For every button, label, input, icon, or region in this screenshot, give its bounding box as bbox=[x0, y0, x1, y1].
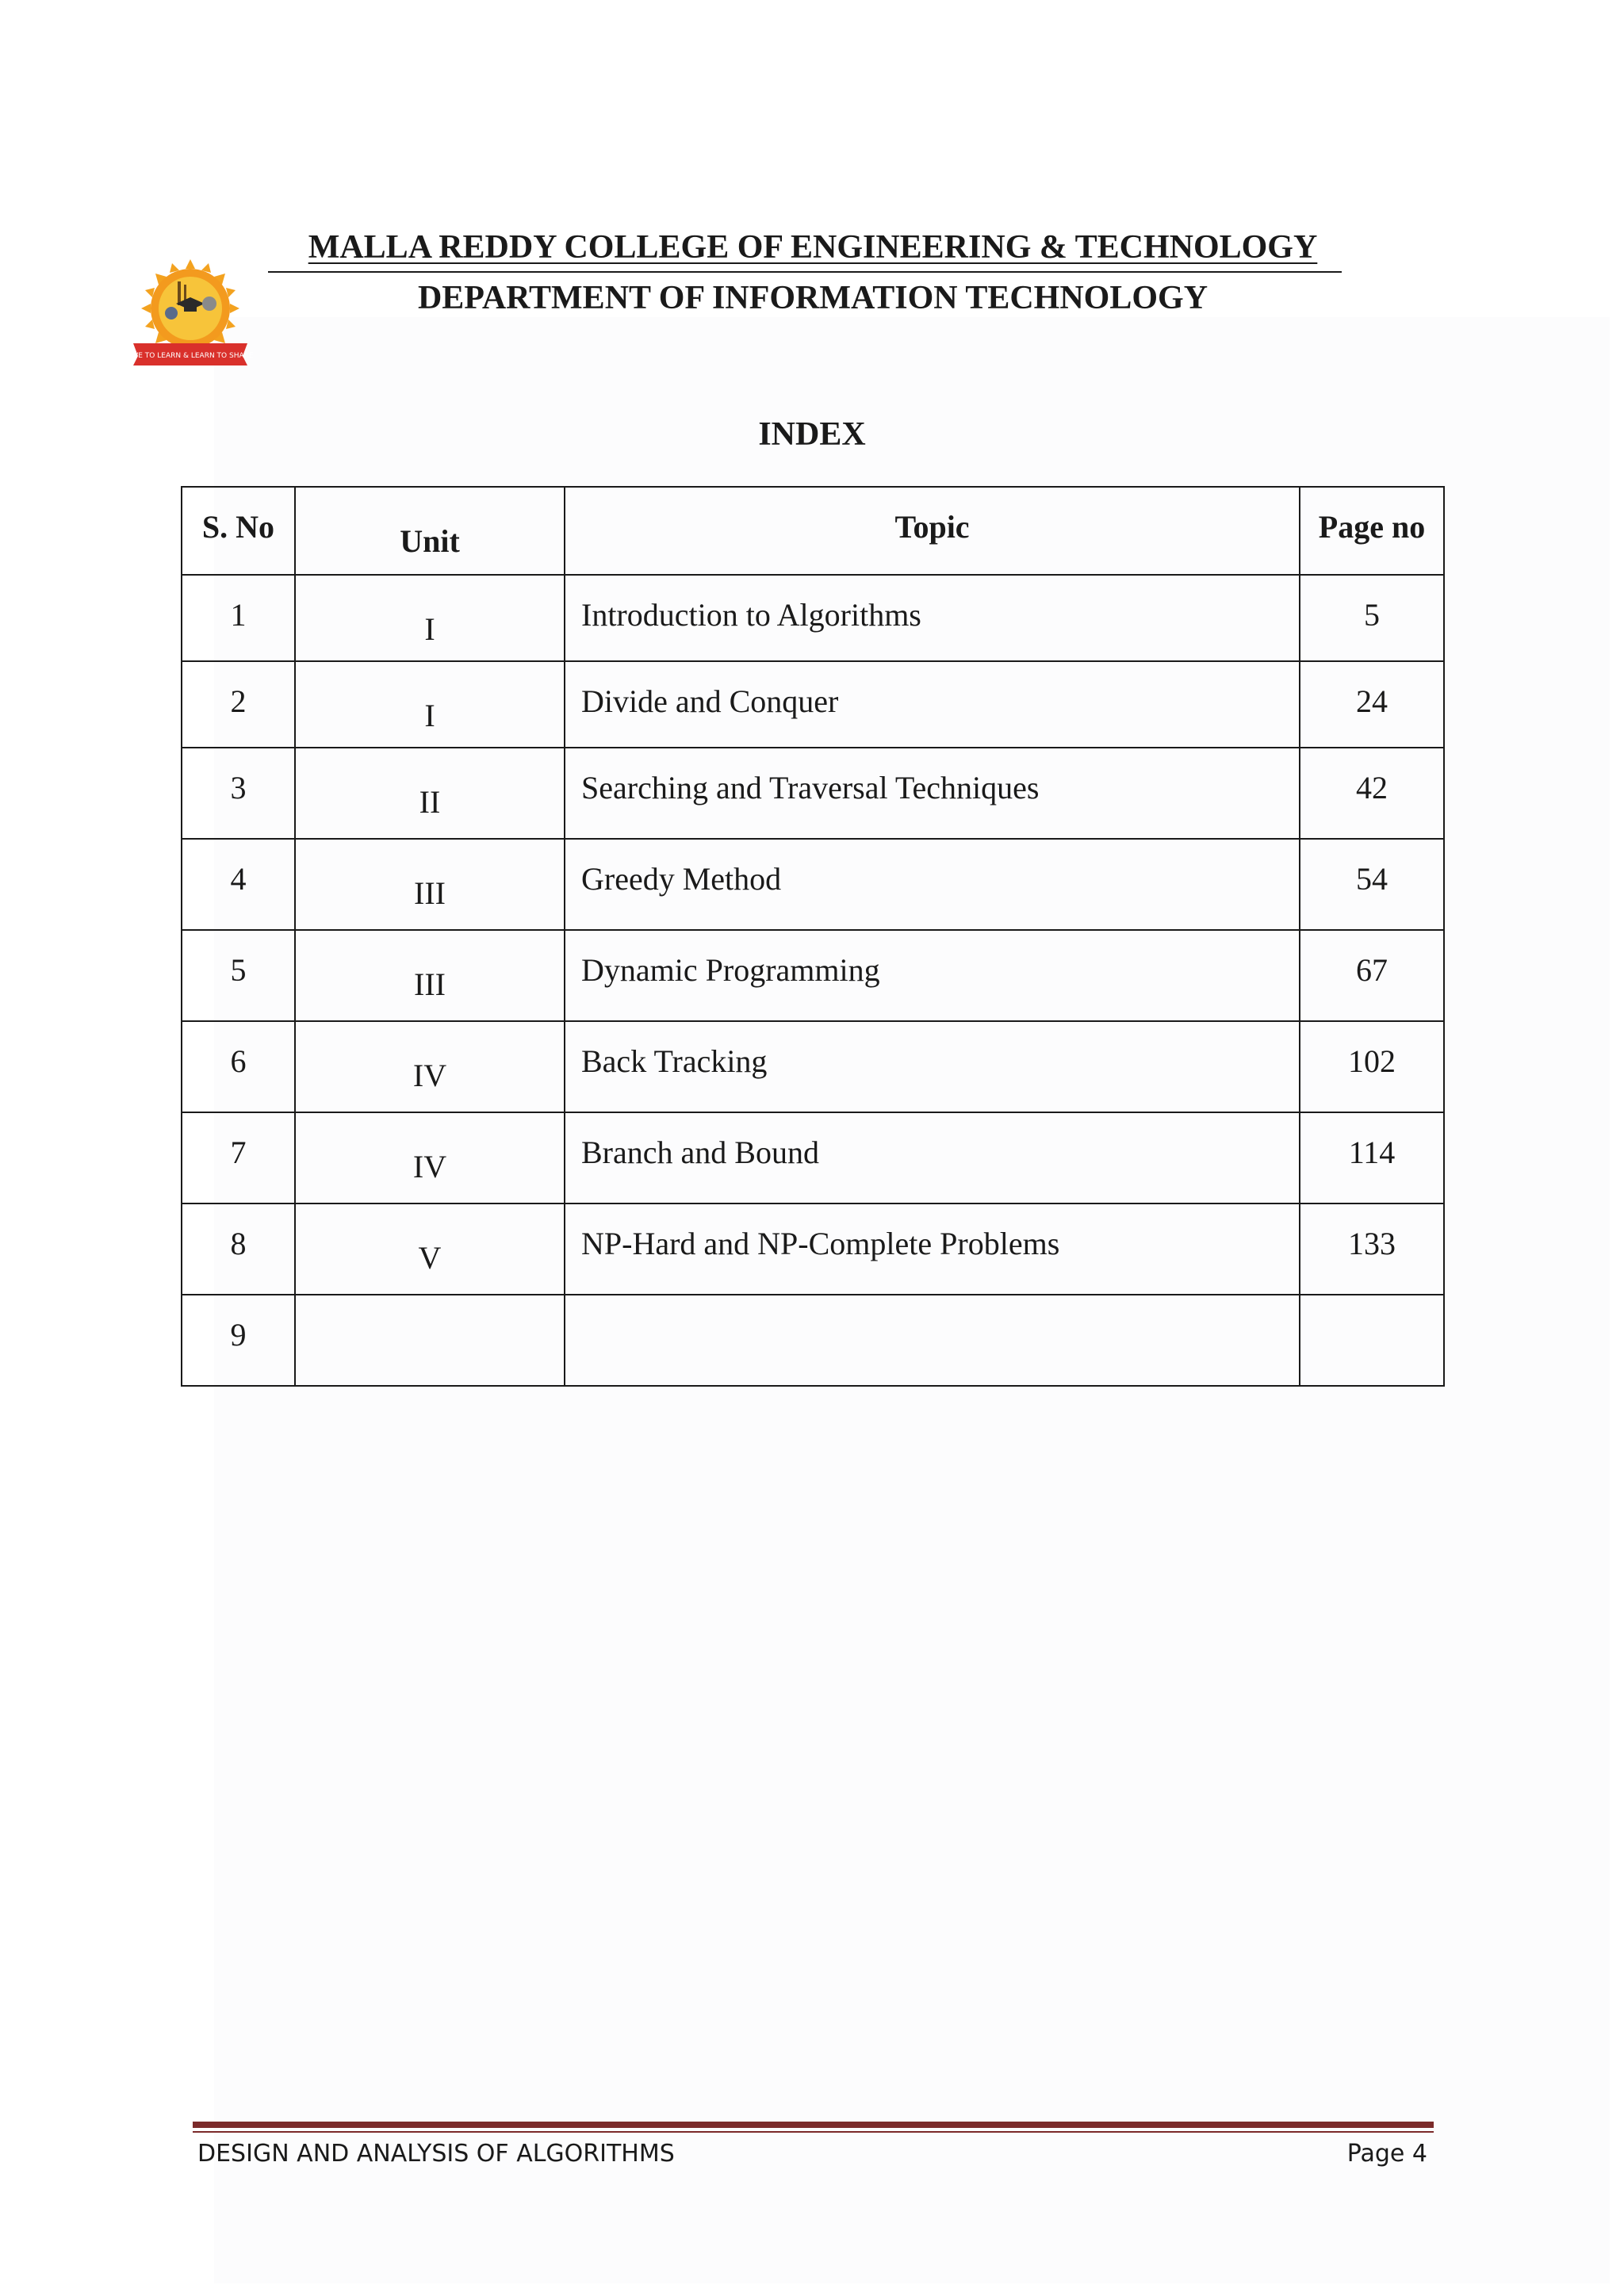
cell-sno-text: 6 bbox=[230, 1043, 247, 1079]
cell-unit-text: IV bbox=[412, 1058, 447, 1093]
cell-page bbox=[1300, 839, 1444, 930]
table-row bbox=[182, 839, 1444, 930]
cell-topic-text: Introduction to Algorithms bbox=[581, 597, 921, 633]
cell-topic bbox=[565, 1203, 1300, 1295]
cell-page bbox=[1300, 1295, 1444, 1386]
table-row bbox=[182, 661, 1444, 748]
cell-sno-text: 2 bbox=[230, 683, 247, 719]
cell-topic-text: Greedy Method bbox=[581, 861, 782, 897]
cell-sno bbox=[182, 930, 295, 1021]
cell-sno-text: 5 bbox=[230, 952, 247, 988]
cell-unit bbox=[295, 839, 565, 930]
table-row bbox=[182, 575, 1444, 661]
cell-page-text: 133 bbox=[1348, 1226, 1396, 1261]
college-emblem-icon bbox=[127, 258, 254, 369]
cell-unit bbox=[295, 575, 565, 661]
cell-page bbox=[1300, 1112, 1444, 1203]
cell-page bbox=[1300, 661, 1444, 748]
cell-unit-text bbox=[296, 1295, 564, 1330]
cell-topic-text bbox=[581, 1295, 1299, 1316]
footer-page-number: Page 4 bbox=[1346, 2140, 1427, 2168]
cell-unit-text: V bbox=[418, 1240, 442, 1276]
cell-unit bbox=[295, 1203, 565, 1295]
college-name: MALLA REDDY COLLEGE OF ENGINEERING & TECHNOLOGY bbox=[308, 229, 1318, 266]
cell-sno-text: 3 bbox=[230, 770, 247, 806]
cell-topic-text: Back Tracking bbox=[581, 1043, 768, 1079]
cell-topic-text: Dynamic Programming bbox=[581, 952, 880, 988]
table-row bbox=[182, 1295, 1444, 1386]
table-row bbox=[182, 1112, 1444, 1203]
table-header-row bbox=[182, 487, 1444, 575]
cell-page-text bbox=[1300, 1295, 1443, 1316]
footer-course-title: DESIGN AND ANALYSIS OF ALGORITHMS bbox=[197, 2140, 675, 2168]
cell-unit bbox=[295, 1295, 565, 1386]
svg-text:LIVE TO LEARN & LEARN TO SHARE: LIVE TO LEARN & LEARN TO SHARE bbox=[127, 352, 254, 360]
cell-sno-text: 4 bbox=[230, 861, 247, 897]
cell-topic bbox=[565, 661, 1300, 748]
cell-page-text: 24 bbox=[1356, 683, 1388, 719]
cell-page-text: 5 bbox=[1364, 597, 1380, 633]
department-name: DEPARTMENT OF INFORMATION TECHNOLOGY bbox=[417, 280, 1208, 316]
column-header-page: Page no bbox=[1300, 487, 1444, 575]
cell-sno bbox=[182, 1295, 295, 1386]
column-header-topic: Topic bbox=[565, 487, 1300, 575]
cell-topic bbox=[565, 1112, 1300, 1203]
cell-sno bbox=[182, 748, 295, 839]
cell-page bbox=[1300, 575, 1444, 661]
table-row bbox=[182, 1021, 1444, 1112]
cell-unit bbox=[295, 1112, 565, 1203]
header-divider bbox=[268, 271, 1342, 273]
cell-sno-text: 9 bbox=[230, 1317, 247, 1353]
cell-unit-text: III bbox=[414, 966, 446, 1002]
cell-topic bbox=[565, 1021, 1300, 1112]
cell-sno bbox=[182, 1112, 295, 1203]
index-table bbox=[181, 486, 1445, 1387]
index-title-text: INDEX bbox=[758, 416, 866, 453]
cell-sno bbox=[182, 661, 295, 748]
index-title bbox=[0, 414, 1624, 455]
table-row bbox=[182, 1203, 1444, 1295]
cell-unit bbox=[295, 930, 565, 1021]
cell-sno-text: 1 bbox=[230, 597, 247, 633]
cell-sno bbox=[182, 575, 295, 661]
cell-page bbox=[1300, 748, 1444, 839]
cell-topic bbox=[565, 839, 1300, 930]
cell-topic bbox=[565, 748, 1300, 839]
column-header-unit: Unit bbox=[295, 487, 565, 575]
cell-unit-text: II bbox=[419, 784, 441, 820]
cell-sno bbox=[182, 1021, 295, 1112]
cell-page-text: 102 bbox=[1348, 1043, 1396, 1079]
cell-page bbox=[1300, 1203, 1444, 1295]
cell-page-text: 114 bbox=[1348, 1135, 1396, 1170]
cell-topic-text: Branch and Bound bbox=[581, 1135, 819, 1170]
table-row bbox=[182, 748, 1444, 839]
cell-sno bbox=[182, 839, 295, 930]
cell-page-text: 42 bbox=[1356, 770, 1388, 806]
cell-unit-text: IV bbox=[412, 1149, 447, 1184]
cell-unit-text: III bbox=[414, 875, 446, 911]
cell-unit bbox=[295, 1021, 565, 1112]
cell-unit-text: I bbox=[424, 611, 435, 647]
cell-sno-text: 8 bbox=[230, 1226, 247, 1261]
cell-topic bbox=[565, 575, 1300, 661]
cell-page bbox=[1300, 1021, 1444, 1112]
cell-unit bbox=[295, 748, 565, 839]
cell-page bbox=[1300, 930, 1444, 1021]
cell-sno-text: 7 bbox=[230, 1135, 247, 1170]
cell-topic-text: Divide and Conquer bbox=[581, 683, 839, 719]
cell-topic bbox=[565, 930, 1300, 1021]
cell-unit bbox=[295, 661, 565, 748]
cell-page-text: 54 bbox=[1356, 861, 1388, 897]
cell-unit-text: I bbox=[424, 698, 435, 733]
table-row bbox=[182, 930, 1444, 1021]
footer-rule-thin bbox=[193, 2131, 1434, 2133]
cell-page-text: 67 bbox=[1356, 952, 1388, 988]
cell-topic bbox=[565, 1295, 1300, 1386]
cell-topic-text: Searching and Traversal Techniques bbox=[581, 770, 1040, 806]
column-header-sno: S. No bbox=[182, 487, 295, 575]
cell-topic-text: NP-Hard and NP-Complete Problems bbox=[581, 1226, 1060, 1261]
footer-rule bbox=[193, 2122, 1434, 2128]
cell-sno bbox=[182, 1203, 295, 1295]
